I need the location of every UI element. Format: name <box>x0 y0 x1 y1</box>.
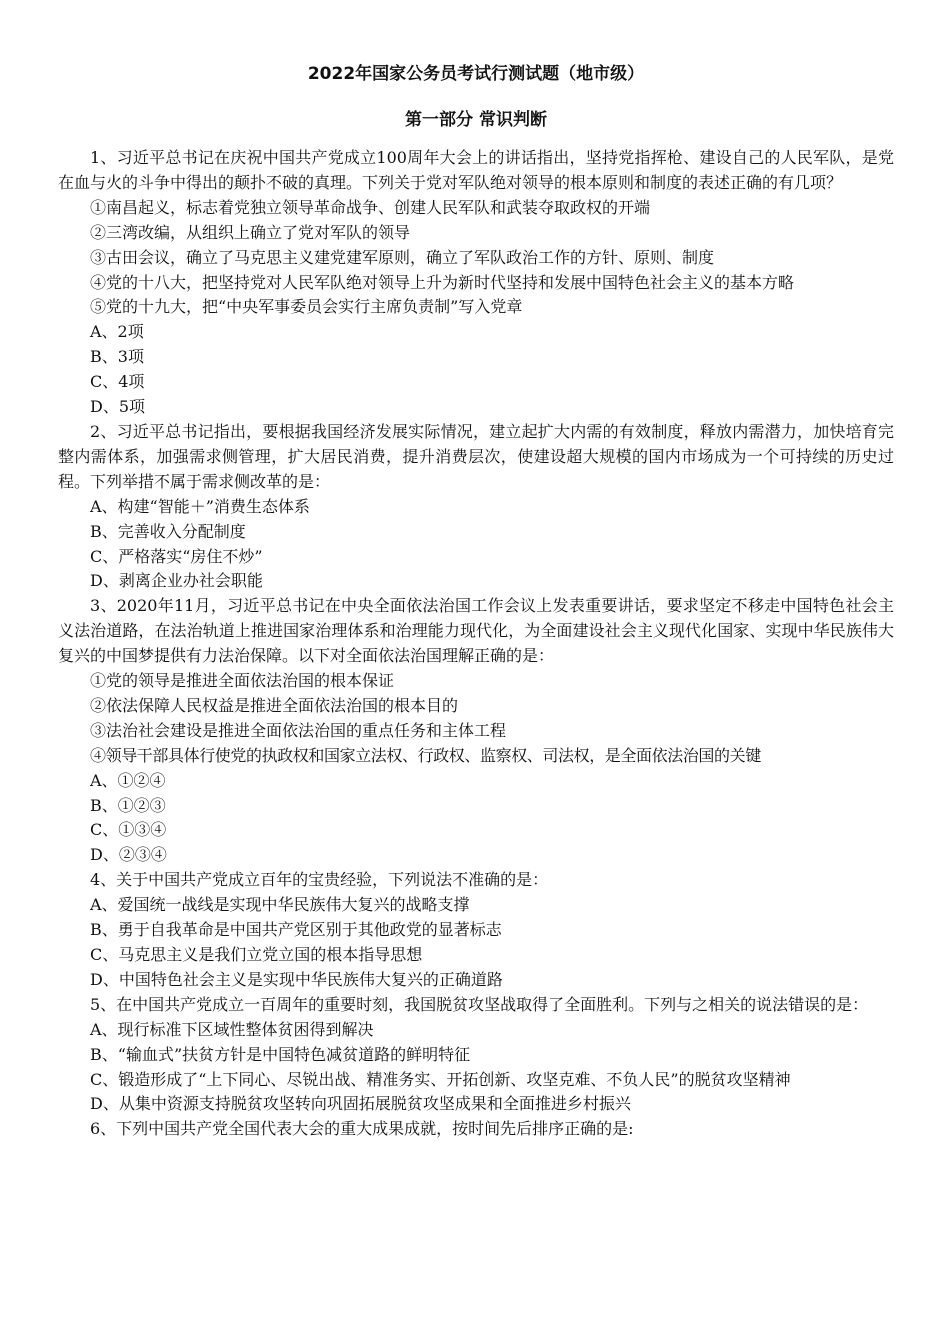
question-5 <box>58 993 894 1118</box>
statement-item: ②三湾改编，从组织上确立了党对军队的领导 <box>90 222 411 242</box>
option-d: D、②③④ <box>90 845 167 865</box>
question-stem: 4、关于中国共产党成立百年的宝贵经验，下列说法不准确的是： <box>90 870 549 890</box>
option-a: A、2项 <box>90 322 144 342</box>
option-b: B、完善收入分配制度 <box>90 521 246 541</box>
option-d: D、5项 <box>90 397 146 417</box>
question-6 <box>58 1117 894 1142</box>
question-stem: 6、下列中国共产党全国代表大会的重大成果成就，按时间先后排序正确的是: <box>90 1119 634 1139</box>
option-a: A、①②④ <box>90 770 166 790</box>
statement-item: ③法治社会建设是推进全面依法治国的重点任务和主体工程 <box>90 720 507 740</box>
question-1 <box>58 146 894 420</box>
statement-item: ①南昌起义，标志着党独立领导革命战争、创建人民军队和武装夺取政权的开端 <box>90 197 651 217</box>
option-a: A、构建“智能＋”消费生态体系 <box>90 496 310 516</box>
question-3 <box>58 594 894 868</box>
question-stem: 2、习近平总书记指出，要根据我国经济发展实际情况，建立起扩大内需的有效制度，释放内需潜力，加快培育完整内需体系，加强需求侧管理，扩大居民消费，提升消费层次，使建设超大规模的国内市场成为一个可持续的历史过程。下列举措不属于需求侧改革的是： <box>58 421 894 491</box>
question-stem: 5、在中国共产党成立一百周年的重要时刻，我国脱贫攻坚战取得了全面胜利。下列与之相关的说法错误的是： <box>90 994 869 1014</box>
option-d: D、从集中资源支持脱贫攻坚转向巩固拓展脱贫攻坚成果和全面推进乡村振兴 <box>90 1094 631 1114</box>
statement-item: ④领导干部具体行使党的执政权和国家立法权、行政权、监察权、司法权，是全面依法治国的关键 <box>90 745 761 765</box>
statement-item: ①党的领导是推进全面依法治国的根本保证 <box>90 671 395 691</box>
question-stem: 1、习近平总书记在庆祝中国共产党成立100周年大会上的讲话指出，坚持党指挥枪、建设自己的人民军队，是党在血与火的斗争中得出的颠扑不破的真理。下列关于党对军队绝对领导的根本原则和制度的表述正确的有几项？ <box>58 148 894 192</box>
option-c: C、锻造形成了“上下同心、尽锐出战、精准务实、开拓创新、攻坚克难、不负人民”的脱贫攻坚精神 <box>90 1069 791 1089</box>
option-d: D、剥离企业办社会职能 <box>90 571 263 591</box>
statement-item: ⑤党的十九大，把“中央军事委员会实行主席负责制”写入党章 <box>90 297 523 317</box>
option-b: B、3项 <box>90 347 144 367</box>
question-stem: 3、2020年11月，习近平总书记在中央全面依法治国工作会议上发表重要讲话，要求坚定不移走中国特色社会主义法治道路，在法治轨道上推进国家治理体系和治理能力现代化，为全面建设社会主义现代化国家、实现中华民族伟大复兴的中国梦提供有力法治保障。以下对全面依法治国理解正确的是： <box>58 596 894 666</box>
option-b: B、勇于自我革命是中国共产党区别于其他政党的显著标志 <box>90 920 502 940</box>
option-c: C、马克思主义是我们立党立国的根本指导思想 <box>90 945 423 964</box>
option-b: B、①②③ <box>90 795 166 815</box>
option-c: C、4项 <box>90 372 145 392</box>
option-a: A、现行标准下区域性整体贫困得到解决 <box>90 1019 374 1039</box>
statement-item: ②依法保障人民权益是推进全面依法治国的根本目的 <box>90 695 459 715</box>
statement-item: ③古田会议，确立了马克思主义建党建军原则，确立了军队政治工作的方针、原则、制度 <box>90 247 715 267</box>
option-c: C、严格落实“房住不炒” <box>90 546 263 566</box>
page-title: 2022年国家公务员考试行测试题（地市级） <box>307 64 645 84</box>
document-page <box>58 62 894 1142</box>
question-2 <box>58 420 894 594</box>
option-a: A、爱国统一战线是实现中华民族伟大复兴的战略支撑 <box>90 895 470 915</box>
option-d: D、中国特色社会主义是实现中华民族伟大复兴的正确道路 <box>90 969 503 989</box>
section-heading: 第一部分 常识判断 <box>405 110 547 130</box>
question-4 <box>58 868 894 993</box>
option-c: C、①③④ <box>90 820 167 840</box>
option-b: B、“输血式”扶贫方针是中国特色减贫道路的鲜明特征 <box>90 1044 471 1064</box>
statement-item: ④党的十八大，把坚持党对人民军队绝对领导上升为新时代坚持和发展中国特色社会主义的基本方略 <box>90 272 795 292</box>
